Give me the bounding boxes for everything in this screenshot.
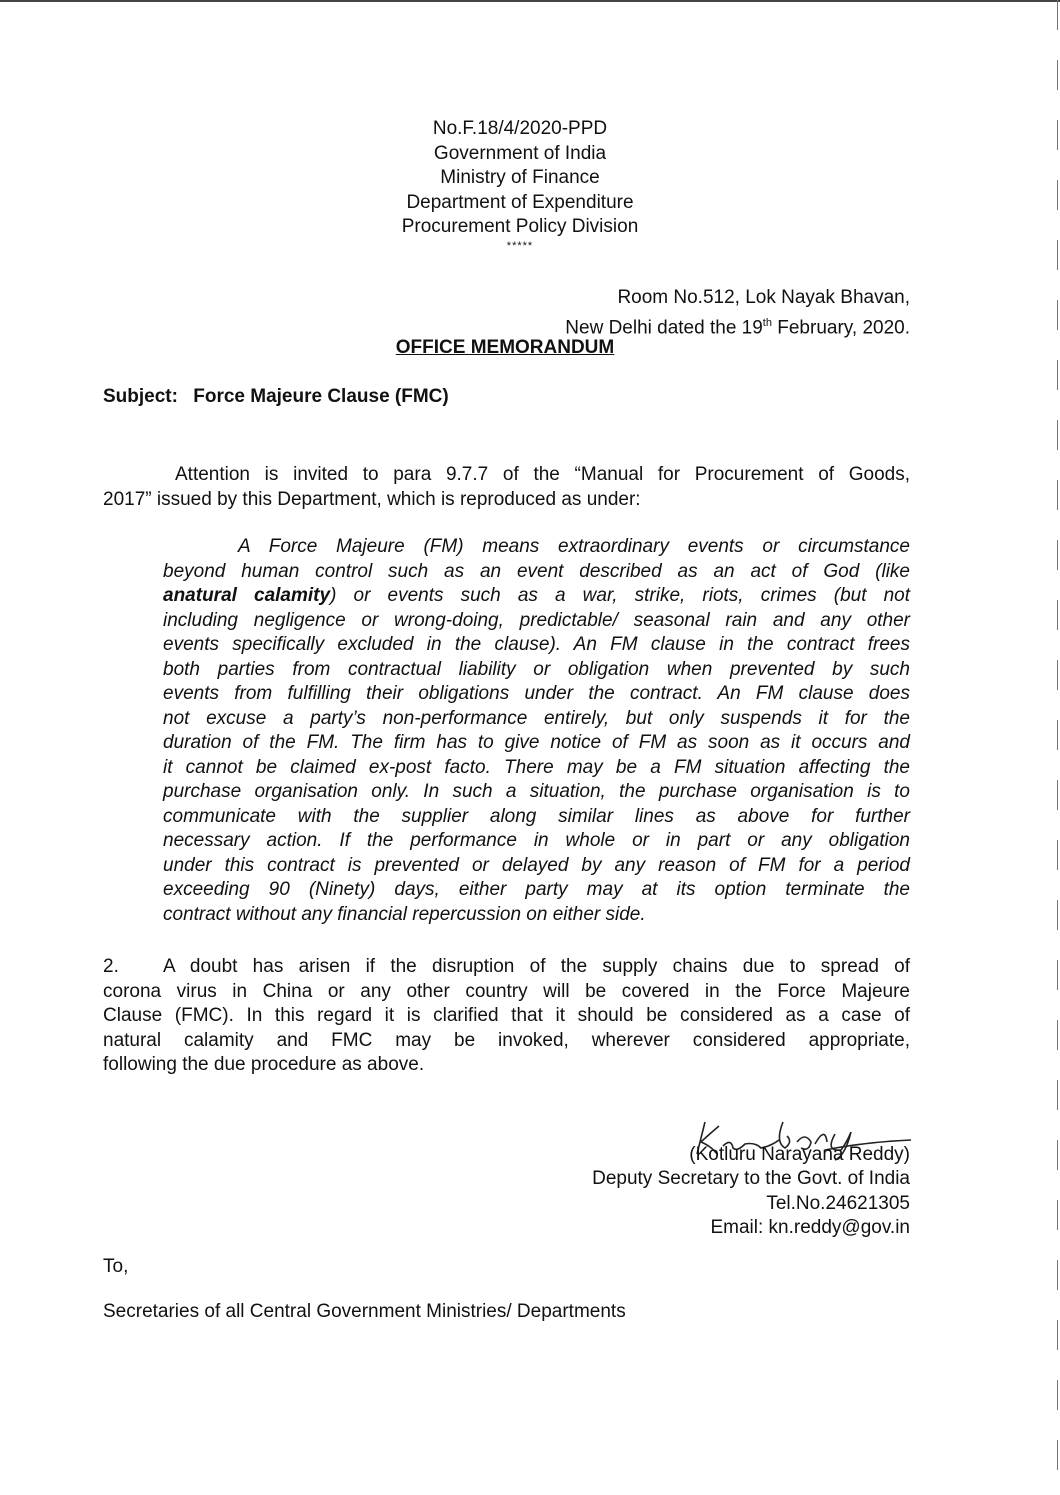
paragraph-number: 2. — [103, 956, 119, 977]
file-number: No.F.18/4/2020-PPD — [432, 118, 608, 139]
to-label: To, — [103, 1256, 129, 1277]
paragraph-line — [103, 955, 910, 980]
signatory-phone: Tel.No.24621305 — [766, 1192, 910, 1214]
document-title: OFFICE MEMORANDUM — [395, 337, 615, 358]
date-sup: th — [762, 316, 772, 329]
quoted-clause — [163, 535, 910, 927]
letterhead-line: Ministry of Finance — [440, 167, 600, 188]
paragraph-line: 2017” issued by this Department, which is reproduced as under: — [103, 488, 641, 510]
letterhead-line: Department of Expenditure — [406, 191, 634, 213]
paragraph-line: corona virus in China or any other country will be covered in the Force Majeure — [103, 980, 910, 1002]
quote-line: under this contract is prevented or delayed by any reason of FM for a period — [163, 854, 910, 876]
signatory-name: (Kotluru Narayana Reddy) — [689, 1143, 910, 1165]
paragraph-2 — [103, 955, 910, 1078]
quote-line: duration of the FM. The firm has to give notice of FM as soon as it occurs and — [163, 732, 910, 753]
quote-line: events from fulfilling their obligations under the contract. An FM clause does — [163, 683, 910, 704]
paragraph-1 — [103, 463, 910, 512]
quote-line: beyond human control such as an event described as an act of God (like — [163, 560, 910, 582]
quote-line: communicate with the supplier along similar lines as above for further — [163, 805, 910, 827]
subject-label: Subject: — [103, 386, 178, 407]
quote-line: purchase organisation only. In such a situation, the purchase organisation is to — [163, 781, 910, 802]
scan-border-right — [1057, 0, 1058, 1495]
paragraph-line: Attention is invited to para 9.7.7 of the “Manual for Procurement of Goods, — [175, 464, 910, 485]
signature-block — [592, 1118, 910, 1241]
quote-line: both parties from contractual liability or obligation when prevented by such — [163, 658, 910, 680]
address-line: Room No.512, Lok Nayak Bhavan, — [617, 287, 910, 308]
date-line — [565, 311, 910, 341]
paragraph-text: A doubt has arisen if the disruption of the supply chains due to spread of — [163, 956, 910, 977]
quote-text: ) or events such as a war, strike, riots, crimes (but not — [330, 585, 910, 606]
quote-line — [163, 584, 910, 609]
letterhead-line: Procurement Policy Division — [401, 216, 639, 237]
date-suffix: February, 2020. — [771, 316, 910, 338]
date-prefix: New Delhi dated the 19 — [565, 316, 763, 338]
letterhead-line: Government of India — [433, 142, 607, 164]
quote-line: exceeding 90 (Ninety) days, either party may at its option terminate the — [163, 879, 910, 900]
quote-line: necessary action. If the performance in whole or in part or any obligation — [163, 830, 910, 851]
quote-line: events specifically excluded in the clause). An FM clause in the contract frees — [163, 634, 910, 655]
quote-line: it cannot be claimed ex-post facto. There may be a FM situation affecting the — [163, 756, 910, 778]
letterhead — [320, 117, 720, 252]
quote-bold-text: anatural calamity — [163, 585, 331, 606]
paragraph-line: natural calamity and FMC may be invoked, wherever considered appropriate, — [103, 1029, 910, 1051]
recipients: Secretaries of all Central Government Ministries/ Departments — [103, 1301, 626, 1322]
paragraph-line: Clause (FMC). In this regard it is clarified that it should be considered as a case of — [103, 1005, 910, 1026]
quote-line: not excuse a party’s non-performance entirely, but only suspends it for the — [163, 707, 910, 729]
address-block — [565, 286, 910, 340]
scan-border-top — [0, 0, 1060, 2]
subject-text: Force Majeure Clause (FMC) — [193, 386, 449, 407]
signatory-email: Email: kn.reddy@gov.in — [710, 1217, 910, 1238]
paragraph-line: following the due procedure as above. — [103, 1054, 425, 1075]
signatory-designation: Deputy Secretary to the Govt. of India — [592, 1168, 910, 1189]
separator-stars: ***** — [506, 239, 534, 252]
subject-line — [103, 386, 449, 408]
quote-line: A Force Majeure (FM) means extraordinary events or circumstance — [238, 536, 910, 557]
quote-line: contract without any financial repercussion on either side. — [163, 903, 646, 925]
quote-line: including negligence or wrong-doing, predictable/ seasonal rain and any other — [163, 609, 910, 631]
